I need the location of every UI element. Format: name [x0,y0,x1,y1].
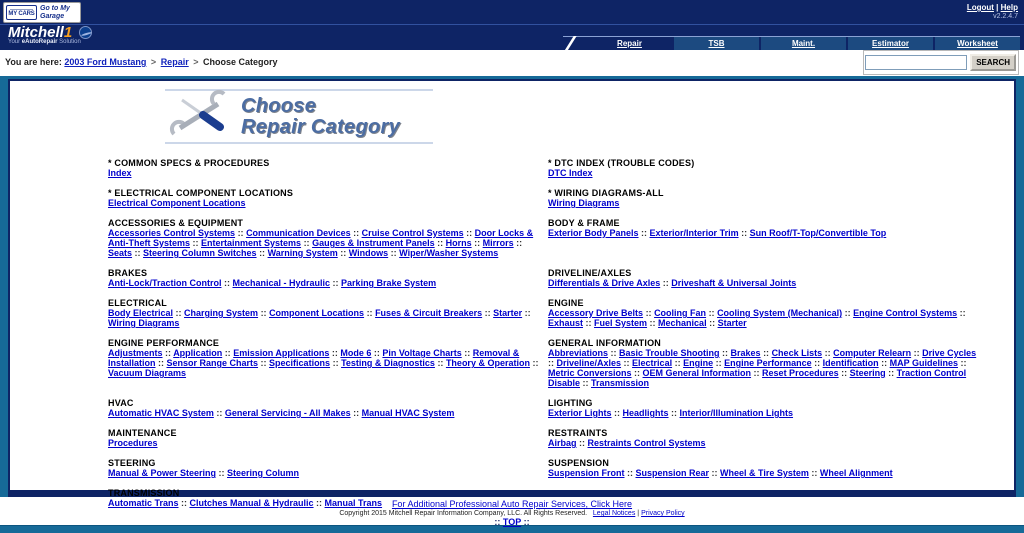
category-link[interactable]: Steering Column [227,468,300,478]
link-separator: :: [878,358,890,368]
link-separator: :: [885,368,897,378]
link-separator: :: [611,408,623,418]
category-section [548,458,988,488]
search-input[interactable] [865,55,967,70]
logo-tagline: Your eAutoRepair Solution [8,39,81,46]
category-link[interactable]: Cruise Control Systems [361,228,464,238]
category-heading: ENGINE PERFORMANCE [108,338,220,348]
link-separator: :: [811,358,823,368]
category-link[interactable]: Steering Column Switches [143,248,257,258]
category-section [108,428,548,458]
category-link[interactable]: Check Lists [771,348,823,358]
additional-services-link[interactable]: For Additional Professional Auto Repair Services, Click Here [391,499,633,509]
category-links [548,438,980,448]
category-link[interactable]: Restraints Control Systems [587,438,706,448]
tab-maint[interactable] [761,37,846,50]
link-separator: :: [222,348,234,358]
link-separator: :: [235,228,247,238]
category-heading: * ELECTRICAL COMPONENT LOCATIONS [108,188,294,198]
link-separator: :: [548,358,557,368]
copyright-line: Copyright 2015 Mitchell Repair Information Company, LLC. All Rights Reserved. Legal Notices | Privacy Policy [339,510,685,517]
category-links [108,168,540,178]
link-separator: :: [706,308,718,318]
category-links [548,348,980,388]
category-link[interactable]: Abbreviations [548,348,609,358]
link-separator: :: [471,238,483,248]
category-link[interactable]: Accessories Control Systems [108,228,236,238]
tab-label[interactable]: Estimator [872,39,909,48]
category-link[interactable]: Automatic Trans [108,498,179,508]
category-link[interactable]: Wheel Alignment [819,468,893,478]
category-links [548,228,980,238]
category-link[interactable]: Brakes [730,348,761,358]
category-link[interactable]: Warning System [267,248,338,258]
category-heading: TRANSMISSION [108,488,180,498]
category-link[interactable]: Removal & Installation [108,348,520,368]
category-section [548,298,988,338]
category-heading: ACCESSORIES & EQUIPMENT [108,218,244,228]
category-section [548,338,988,398]
category-link[interactable]: Automatic HVAC System [108,408,214,418]
category-link[interactable]: Manual HVAC System [361,408,455,418]
category-link[interactable]: Specifications [269,358,331,368]
link-separator: :: [808,468,820,478]
category-section [108,458,548,488]
category-link[interactable]: Gauges & Instrument Panels [312,238,435,248]
category-link[interactable]: Fuses & Circuit Breakers [375,308,483,318]
link-separator: :: [350,228,362,238]
tools-icon [169,93,229,140]
category-link[interactable]: Suspension Front [548,468,625,478]
category-section [108,158,548,188]
link-separator: :: [713,358,725,368]
link-separator: :: [719,348,731,358]
category-link[interactable]: Testing & Diagnostics [341,358,435,368]
category-section [548,218,988,268]
logo-globe-icon [79,26,92,39]
category-section [108,218,548,268]
category-link[interactable]: Horns [445,238,472,248]
category-link[interactable]: MAP Guidelines [889,358,958,368]
category-section [548,398,988,428]
category-link[interactable]: Headlights [622,408,669,418]
link-separator: :: [313,498,325,508]
link-separator: :: [513,238,523,248]
category-section [108,268,548,298]
header-link-divider: | [996,3,999,12]
version-label: v2.2.4.7 [993,13,1018,20]
category-link[interactable]: Parking Brake System [341,278,437,288]
category-links [108,468,540,478]
category-link[interactable]: Pin Voltage Charts [382,348,462,358]
category-link[interactable]: Electrical [632,358,673,368]
category-link[interactable]: Manual Trans [324,498,383,508]
category-link[interactable]: Wiring Diagrams [108,318,180,328]
category-link[interactable]: Mechanical [658,318,707,328]
link-separator: :: [709,468,721,478]
category-link[interactable]: Clutches Manual & Hydraulic [189,498,314,508]
tab-label[interactable]: Repair [617,39,642,48]
category-link[interactable]: Entertainment Systems [201,238,302,248]
link-separator: :: [660,278,672,288]
link-separator: :: [256,248,268,258]
link-separator: :: [522,308,531,318]
category-link[interactable]: Reset Procedures [762,368,839,378]
garage-button-label: Go to My Garage [40,4,70,20]
category-links [548,198,980,208]
link-separator: :: [213,408,225,418]
link-separator: :: [580,378,592,388]
category-links [548,468,980,478]
footer: For Additional Professional Auto Repair Services, Click Here Copyright 2015 Mitchell Repair Information Company, LLC. All Rights Reserved. Legal Notices | Privacy Policy :: TOP :: [0,497,1024,525]
link-separator: :: [301,238,313,248]
breadcrumb-row [0,50,1024,76]
go-to-my-garage-button[interactable] [3,2,81,23]
category-link[interactable]: Wiper/Washer Systems [399,248,499,258]
category-heading: * WIRING DIAGRAMS-ALL [548,188,664,198]
category-grid [108,158,1014,518]
tab-label[interactable]: Worksheet [957,39,998,48]
category-link[interactable]: Identification [822,358,879,368]
link-separator: :: [672,358,684,368]
category-link[interactable]: Anti-Lock/Traction Control [108,278,222,288]
link-separator: :: [132,248,144,258]
category-link[interactable]: Differentials & Drive Axles [548,278,661,288]
page-title-block [165,89,433,144]
link-separator: :: [364,308,376,318]
link-separator: :: [529,358,539,368]
link-separator: :: [576,438,588,448]
category-link[interactable]: Airbag [548,438,577,448]
tab-worksheet[interactable] [935,37,1020,50]
category-section [108,188,548,218]
search-panel [863,50,1019,75]
top-utility-bar [0,0,1024,24]
category-links [108,228,540,258]
category-link[interactable]: Computer Relearn [833,348,912,358]
tab-estimator[interactable] [848,37,933,50]
category-links [108,278,540,288]
category-link[interactable]: Wheel & Tire System [720,468,809,478]
category-heading: ELECTRICAL [108,298,167,308]
breadcrumb-current: Choose Category [203,57,278,67]
category-links [108,308,540,328]
category-heading: ENGINE [548,298,584,308]
link-separator: :: [608,348,620,358]
category-link[interactable]: Mirrors [482,238,514,248]
category-link[interactable]: Starter [717,318,747,328]
tab-label[interactable]: TSB [708,39,725,48]
nav-tabs [563,36,1020,50]
category-link[interactable]: Exterior Lights [548,408,612,418]
link-separator: :: [911,348,923,358]
category-link[interactable]: Steering [849,368,886,378]
category-link[interactable]: Index [108,168,132,178]
link-separator: :: [330,278,342,288]
category-link[interactable]: Accessory Drive Belts [548,308,644,318]
category-link[interactable]: Vacuum Diagrams [108,368,187,378]
legal-notices-link[interactable]: Legal Notices [592,510,636,517]
category-link[interactable]: Traction Control Disable [548,368,967,388]
privacy-policy-link[interactable]: Privacy Policy [641,510,685,517]
category-links [548,408,980,418]
breadcrumb [5,57,278,67]
category-heading: RESTRAINTS [548,428,608,438]
link-separator: :: [751,368,763,378]
category-link[interactable]: Mechanical - Hydraulic [232,278,331,288]
category-links [548,308,980,328]
category-link[interactable]: Exhaust [548,318,584,328]
category-links [108,408,540,418]
category-links [548,168,980,178]
category-link[interactable]: Adjustments [108,348,163,358]
my-cars-plate-icon [6,5,37,20]
link-separator: :: [329,348,341,358]
link-separator: :: [258,308,270,318]
category-links [108,348,540,378]
link-separator: :: [822,348,834,358]
breadcrumb-separator: > [193,57,199,67]
link-separator: :: [638,228,650,238]
category-link[interactable]: Sensor Range Charts [166,358,259,368]
category-link[interactable]: Seats [108,248,133,258]
breadcrumb-separator: > [150,57,157,67]
link-separator: :: [434,238,446,248]
category-section [108,338,548,398]
category-link[interactable]: Component Locations [269,308,365,318]
category-link[interactable]: Metric Conversions [548,368,632,378]
category-link[interactable]: Engine Control Systems [853,308,958,318]
top-link[interactable]: TOP [502,517,522,527]
category-heading: * DTC INDEX (TROUBLE CODES) [548,158,695,168]
link-separator: :: [957,358,967,368]
category-link[interactable]: Exterior/Interior Trim [649,228,739,238]
category-link[interactable]: Procedures [108,438,158,448]
tab-repair[interactable] [587,37,672,50]
link-separator: :: [706,318,718,328]
link-separator: :: [621,358,633,368]
link-separator: :: [350,408,362,418]
link-separator: :: [330,358,342,368]
link-separator: :: [760,348,772,358]
category-link[interactable]: Mode 6 [340,348,372,358]
category-link[interactable]: General Servicing - All Makes [224,408,351,418]
category-link[interactable]: Starter [493,308,523,318]
tab-slash-decoration [564,36,576,51]
link-separator: :: [216,468,228,478]
link-separator: :: [838,368,850,378]
category-link[interactable]: Drive Cycles [922,348,977,358]
category-link[interactable]: Wiring Diagrams [548,198,620,208]
category-link[interactable]: Fuel System [594,318,648,328]
tab-tsb[interactable] [674,37,759,50]
category-link[interactable]: Basic Trouble Shooting [619,348,720,358]
category-heading: BRAKES [108,268,148,278]
category-heading: * COMMON SPECS & PROCEDURES [108,158,270,168]
link-separator: :: [583,318,595,328]
category-link[interactable]: Suspension Rear [635,468,710,478]
category-link[interactable]: Communication Devices [246,228,351,238]
category-section [548,158,988,188]
link-separator: :: [258,358,270,368]
category-heading: BODY & FRAME [548,218,620,228]
category-link[interactable]: Electrical Component Locations [108,198,246,208]
category-heading: GENERAL INFORMATION [548,338,661,348]
link-separator: :: [371,348,383,358]
category-link[interactable]: Interior/Illumination Lights [679,408,794,418]
category-heading: SUSPENSION [548,458,610,468]
category-link[interactable]: Driveshaft & Universal Joints [671,278,797,288]
category-heading: LIGHTING [548,398,593,408]
category-link[interactable]: Cooling Fan [654,308,707,318]
category-link[interactable]: Cooling System (Mechanical) [717,308,843,318]
category-links [548,278,980,288]
link-separator: :: [738,228,750,238]
category-link[interactable]: Sun Roof/T-Top/Convertible Top [749,228,887,238]
breadcrumb-vehicle-link[interactable]: 2003 Ford Mustang [64,57,147,67]
category-heading: STEERING [108,458,156,468]
category-link[interactable]: DTC Index [548,168,593,178]
category-link[interactable]: Engine [683,358,714,368]
category-heading: DRIVELINE/AXLES [548,268,632,278]
link-separator: :: [461,348,473,358]
logout-link[interactable]: Logout [966,3,994,12]
link-separator: :: [388,248,400,258]
category-link[interactable]: Theory & Operation [445,358,530,368]
category-section [548,188,988,218]
category-link[interactable]: Engine Performance [724,358,812,368]
breadcrumb-prefix: You are here: [5,57,62,67]
category-link[interactable]: Manual & Power Steering [108,468,217,478]
link-separator: :: [463,228,475,238]
category-link[interactable]: Exterior Body Panels [548,228,639,238]
link-separator: :: [643,308,655,318]
help-link[interactable]: Help [1000,3,1018,12]
logo-band [0,24,1024,50]
link-separator: :: [482,308,494,318]
tab-label[interactable]: Maint. [791,39,816,48]
my-cars-label: MY CARS [8,11,35,17]
category-link[interactable]: Charging System [184,308,259,318]
link-separator: :: [957,308,966,318]
link-separator: :: [173,308,185,318]
category-link[interactable]: Body Electrical [108,308,174,318]
link-separator: :: [842,308,854,318]
category-link[interactable]: OEM General Information [642,368,752,378]
link-separator: :: [221,278,233,288]
link-separator: :: [631,368,643,378]
category-section [548,428,988,458]
mitchell1-logo: Mitchell1 Your eAutoRepair Solution [8,26,92,46]
category-section [108,398,548,428]
link-separator: :: [190,238,202,248]
link-separator: :: [668,408,680,418]
category-links [108,198,540,208]
page-title: Choose Repair Category [241,94,400,138]
link-separator: :: [178,498,190,508]
category-heading: MAINTENANCE [108,428,177,438]
category-link[interactable]: Windows [348,248,389,258]
category-link[interactable]: Transmission [591,378,650,388]
category-link[interactable]: Application [173,348,223,358]
category-link[interactable]: Door Locks & Anti-Theft Systems [108,228,534,248]
breadcrumb-repair-link[interactable]: Repair [160,57,189,67]
category-heading: HVAC [108,398,134,408]
link-separator: :: [155,358,167,368]
link-separator: :: [337,248,349,258]
category-links [108,438,540,448]
link-separator: :: [624,468,636,478]
category-link[interactable]: Emission Applications [233,348,330,358]
category-link[interactable]: Driveline/Axles [556,358,622,368]
link-separator: :: [647,318,659,328]
link-separator: :: [162,348,174,358]
category-section [108,298,548,338]
link-separator: :: [434,358,446,368]
category-section [548,268,988,298]
search-button[interactable]: SEARCH [970,54,1016,71]
